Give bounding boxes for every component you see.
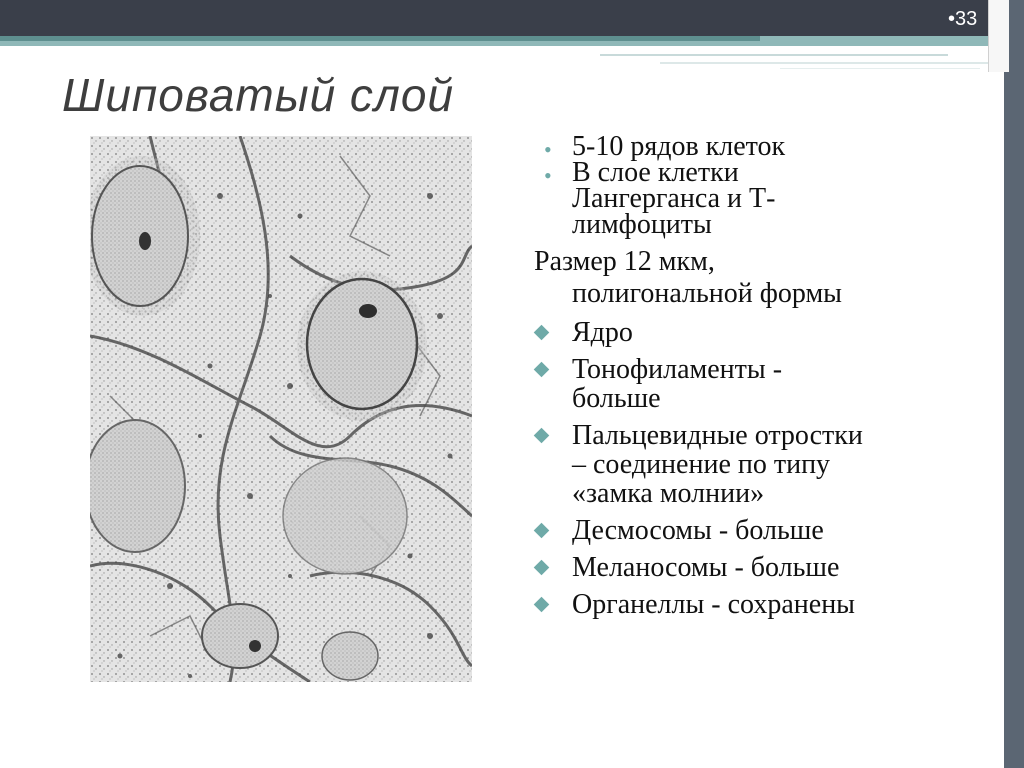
bullet-text: Пальцевидные отростки [572,420,863,451]
bullet-text: 5-10 рядов клеток [572,131,786,162]
bullet-text: «замка молнии» [572,478,765,509]
slide-title: Шиповатый слой [62,69,455,121]
diamond-bullet-icon [534,428,550,444]
bullet-text: больше [572,383,661,414]
bullet-dot-icon: • [544,137,552,162]
diamond-bullet-icon [534,597,550,613]
bullet-text: Лангерганса и Т- [572,183,776,214]
paragraph-line: Размер 12 мкм, [534,246,715,277]
bullet-text: Десмосомы - больше [572,515,824,546]
diamond-bullet-item [534,590,1004,619]
content-text [534,131,1004,620]
diamond-bullet-icon [534,325,550,341]
paragraph-line: полигональной формы [572,278,842,309]
diamond-bullet-item [534,355,1004,413]
diamond-bullet-item [534,421,1004,508]
diamond-bullet-icon [534,362,550,378]
epidermis-micrograph-image [90,136,472,682]
bullet-item [534,157,1004,240]
slide-number: •33 [948,8,978,30]
bullet-text: Меланосомы - больше [572,552,840,583]
bullet-text: Органеллы - сохранены [572,589,855,620]
diamond-bullet-item [534,553,1004,582]
header-accent-stripe [0,36,760,41]
page-corner-tab [988,0,1009,72]
bullet-dot-icon: • [544,163,552,188]
bullet-text: Тонофиламенты - [572,354,783,385]
diamond-bullet-item [534,516,1004,545]
diamond-bullet-icon [534,560,550,576]
size-paragraph [534,246,1004,310]
header-decor-line [600,54,948,56]
header-decor-line [660,62,990,64]
header-bar [0,0,1024,36]
diamond-bullet-item [534,318,1004,347]
header-decor-line [780,68,980,69]
right-edge-bar [1004,0,1024,768]
diamond-bullet-icon [534,523,550,539]
bullet-text: В слое клетки [572,157,739,188]
bullet-text: Ядро [572,317,633,348]
bullet-text: лимфоциты [572,209,712,240]
bullet-text: – соединение по типу [572,449,831,480]
